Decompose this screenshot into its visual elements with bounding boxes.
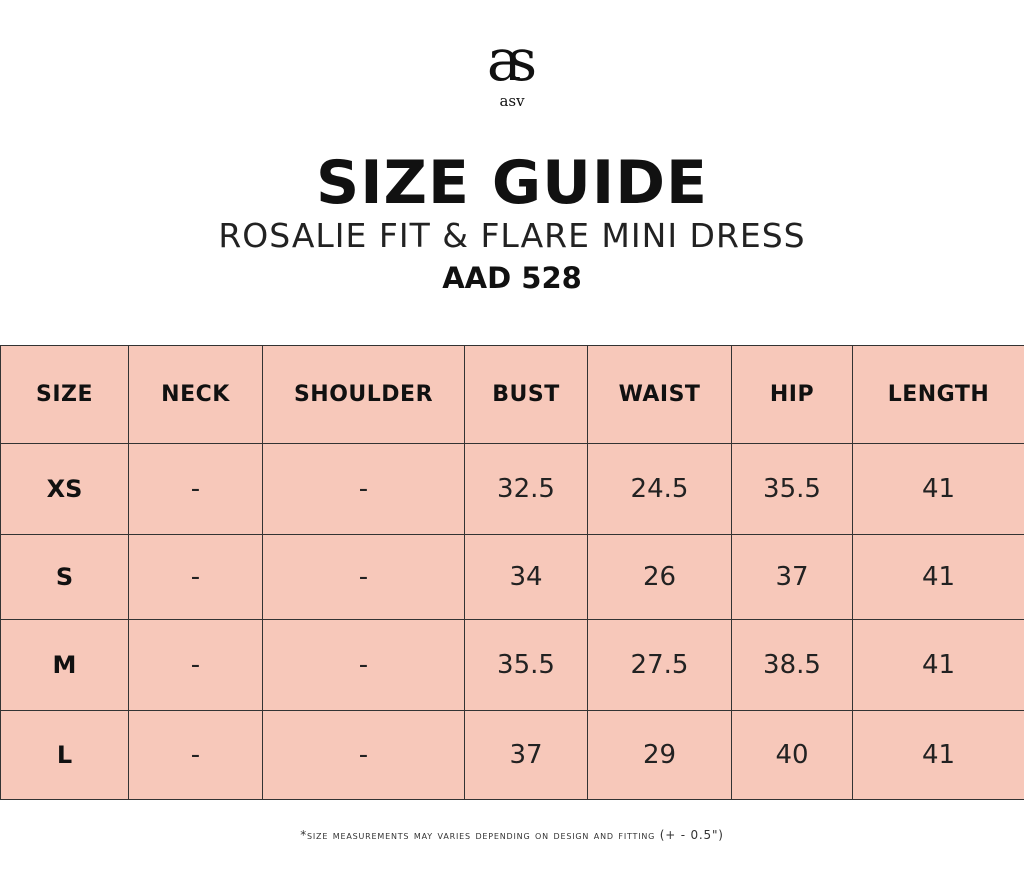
hip-cell: 37	[732, 535, 853, 620]
length-cell: 41	[853, 711, 1024, 800]
logo-monogram: as	[486, 26, 524, 94]
length-cell: 41	[853, 535, 1024, 620]
neck-cell: -	[129, 711, 263, 800]
hip-cell: 35.5	[732, 444, 853, 535]
waist-cell: 29	[588, 711, 732, 800]
shoulder-cell: -	[263, 444, 465, 535]
neck-cell: -	[129, 620, 263, 711]
product-name: ROSALIE FIT & FLARE MINI DRESS	[218, 216, 806, 255]
table-row	[1, 711, 1024, 800]
shoulder-cell: -	[263, 620, 465, 711]
size-table	[0, 345, 1024, 800]
bust-cell: 37	[465, 711, 588, 800]
brand-logo	[462, 26, 562, 122]
column-header-size: SIZE	[1, 346, 129, 444]
page-title: SIZE GUIDE	[315, 148, 708, 218]
size-cell: M	[1, 620, 129, 711]
column-header-bust: BUST	[465, 346, 588, 444]
table-row	[1, 620, 1024, 711]
shoulder-cell: -	[263, 711, 465, 800]
bust-cell: 35.5	[465, 620, 588, 711]
waist-cell: 26	[588, 535, 732, 620]
hip-cell: 40	[732, 711, 853, 800]
hip-cell: 38.5	[732, 620, 853, 711]
bust-cell: 32.5	[465, 444, 588, 535]
table-row	[1, 444, 1024, 535]
product-code: AAD 528	[442, 261, 582, 295]
length-cell: 41	[853, 444, 1024, 535]
neck-cell: -	[129, 444, 263, 535]
column-header-hip: HIP	[732, 346, 853, 444]
logo-text: asv	[499, 92, 525, 110]
column-header-length: LENGTH	[853, 346, 1024, 444]
size-cell: L	[1, 711, 129, 800]
size-cell: S	[1, 535, 129, 620]
column-header-neck: NECK	[129, 346, 263, 444]
table-header-row	[1, 346, 1024, 444]
neck-cell: -	[129, 535, 263, 620]
column-header-waist: WAIST	[588, 346, 732, 444]
column-header-shoulder: SHOULDER	[263, 346, 465, 444]
bust-cell: 34	[465, 535, 588, 620]
size-cell: XS	[1, 444, 129, 535]
waist-cell: 24.5	[588, 444, 732, 535]
size-disclaimer: *size measurements may varies depending on design and fitting (+ - 0.5")	[300, 828, 724, 842]
table-row	[1, 535, 1024, 620]
waist-cell: 27.5	[588, 620, 732, 711]
length-cell: 41	[853, 620, 1024, 711]
shoulder-cell: -	[263, 535, 465, 620]
